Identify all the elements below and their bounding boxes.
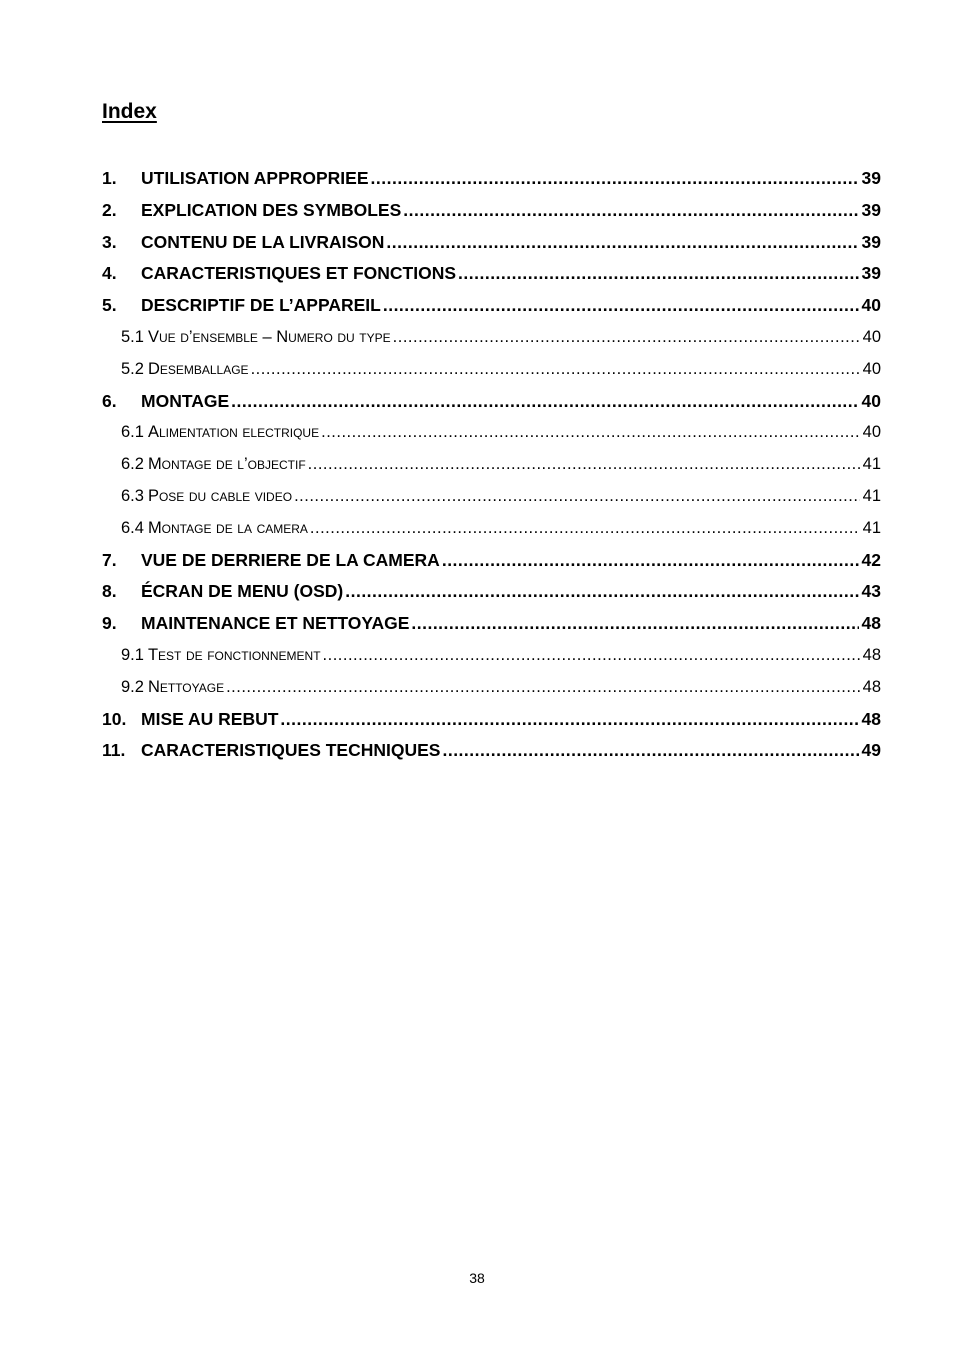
toc-entry-page: 43: [861, 581, 881, 602]
toc-entry[interactable]: [102, 292, 881, 324]
toc-entry-title: Montage de la camera: [147, 518, 308, 537]
toc-entry-page: 42: [861, 549, 881, 570]
toc-entry-page: 39: [861, 263, 881, 284]
toc-entry-title: Desemballage: [147, 359, 249, 378]
toc-entry-page: 40: [862, 327, 881, 346]
toc-entry[interactable]: [102, 737, 881, 769]
toc-entry-page: 48: [861, 708, 881, 729]
toc-dot-leader: [411, 610, 858, 636]
toc-entry[interactable]: [102, 324, 881, 356]
toc-dot-leader: [280, 706, 858, 732]
toc-dot-leader: [371, 165, 859, 191]
toc-entry[interactable]: [102, 515, 881, 547]
toc-entry-title: UTILISATION APPROPRIEE: [141, 168, 369, 188]
toc-entry-number: 10.: [102, 708, 127, 729]
toc-dot-leader: [383, 292, 859, 318]
toc-entry[interactable]: [102, 197, 881, 229]
toc-dot-leader: [458, 260, 859, 286]
toc-entry[interactable]: [102, 229, 881, 261]
toc-entry[interactable]: [102, 356, 881, 388]
toc-entry-number: 9.1: [121, 645, 144, 664]
toc-entry-page: 40: [861, 390, 881, 411]
toc-dot-leader: [251, 356, 860, 382]
toc-dot-leader: [345, 578, 858, 604]
toc-dot-leader: [386, 229, 858, 255]
toc-dot-leader: [393, 324, 860, 350]
toc-dot-leader: [226, 674, 860, 700]
toc-dot-leader: [310, 515, 860, 541]
toc-entry-title: CARACTERISTIQUES ET FONCTIONS: [141, 263, 457, 284]
toc-entry-page: 48: [861, 613, 881, 634]
toc-entry-page: 49: [861, 740, 881, 761]
toc-entry[interactable]: [102, 388, 881, 420]
toc-entry-number: 1.: [102, 168, 117, 188]
toc-entry-page: 48: [862, 677, 881, 696]
toc-entry-title: DESCRIPTIF DE L’APPAREIL: [141, 295, 381, 316]
toc-entry-page: 39: [861, 231, 881, 252]
toc-entry-number: 6.2: [121, 455, 144, 474]
toc-entry-number: 7.: [102, 549, 117, 570]
toc-entry[interactable]: [102, 674, 881, 706]
toc-entry-title: VUE DE DERRIERE DE LA CAMERA: [141, 549, 440, 570]
toc-entry-title: EXPLICATION DES SYMBOLES: [141, 199, 402, 220]
toc-entry[interactable]: [102, 165, 881, 197]
toc-entry[interactable]: [102, 451, 881, 483]
toc-entry-number: 9.2: [121, 677, 144, 696]
toc-entry-number: 6.: [102, 390, 117, 411]
toc-entry-title: Montage de l’objectif: [147, 455, 306, 474]
toc-entry[interactable]: [102, 419, 881, 451]
page-number: 38: [469, 1270, 485, 1286]
toc-dot-leader: [442, 547, 859, 573]
toc-entry-page: 40: [862, 423, 881, 442]
toc-entry[interactable]: [102, 610, 881, 642]
toc-entry-number: 2.: [102, 199, 117, 220]
toc-entry-page: 39: [861, 168, 881, 188]
toc-entry[interactable]: [102, 483, 881, 515]
toc-entry[interactable]: [102, 547, 881, 579]
toc-dot-leader: [231, 388, 858, 414]
toc-entry[interactable]: [102, 642, 881, 674]
toc-entry-number: 4.: [102, 263, 117, 284]
toc-entry-number: 6.4: [121, 518, 144, 537]
toc-entry-title: Pose du cable video: [147, 486, 293, 505]
toc-dot-leader: [442, 737, 858, 763]
toc-entry[interactable]: [102, 706, 881, 738]
toc-entry-number: 6.3: [121, 486, 144, 505]
toc-entry-title: MISE AU REBUT: [141, 708, 279, 729]
toc-entry-number: 8.: [102, 581, 117, 602]
toc-entry-number: 3.: [102, 231, 117, 252]
toc-entry-number: 5.2: [121, 359, 144, 378]
toc-entry[interactable]: [102, 578, 881, 610]
toc-entry-title: CONTENU DE LA LIVRAISON: [141, 231, 385, 252]
toc-entry-number: 6.1: [121, 423, 144, 442]
toc-dot-leader: [321, 419, 860, 445]
toc-entry-title: Alimentation electrique: [147, 423, 320, 442]
toc-entry-title: MAINTENANCE ET NETTOYAGE: [141, 613, 410, 634]
toc-entry-title: MONTAGE: [141, 390, 230, 411]
toc-dot-leader: [294, 483, 860, 509]
toc-entry-page: 41: [862, 455, 881, 474]
toc-entry-page: 39: [861, 199, 881, 220]
toc-entry-page: 41: [862, 486, 881, 505]
table-of-contents: [102, 165, 881, 769]
toc-entry-title: ÉCRAN DE MENU (OSD): [141, 581, 344, 602]
toc-entry-number: 9.: [102, 613, 117, 634]
toc-dot-leader: [308, 451, 860, 477]
toc-entry-number: 5.: [102, 295, 117, 316]
toc-entry-page: 40: [861, 295, 881, 316]
toc-entry-title: CARACTERISTIQUES TECHNIQUES: [141, 740, 441, 761]
toc-entry-title: Nettoyage: [147, 677, 225, 696]
toc-entry-number: 5.1: [121, 327, 144, 346]
page-title: Index: [102, 100, 157, 123]
toc-entry-page: 41: [862, 518, 881, 537]
toc-dot-leader: [323, 642, 860, 668]
toc-entry-page: 48: [862, 645, 881, 664]
toc-entry-number: 11.: [102, 740, 126, 761]
toc-entry[interactable]: [102, 260, 881, 292]
toc-entry-title: Vue d’ensemble – Numero du type: [147, 327, 391, 346]
toc-entry-title: Test de fonctionnement: [147, 645, 321, 664]
toc-dot-leader: [403, 197, 858, 223]
toc-entry-page: 40: [862, 359, 881, 378]
